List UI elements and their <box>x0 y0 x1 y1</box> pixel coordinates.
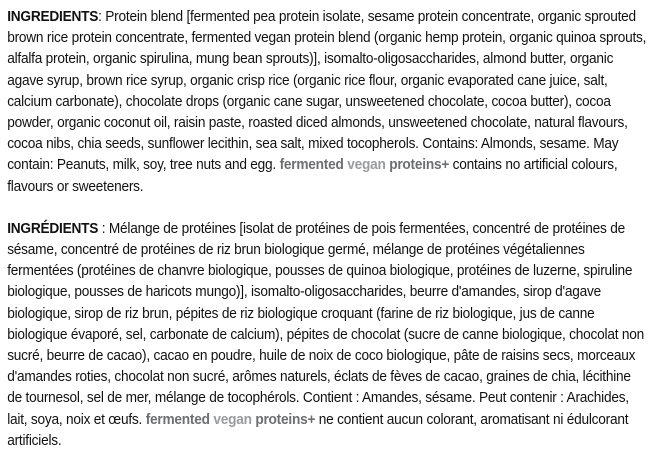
ingredients-claim-en: contains no artificial colours, flavours or sweeteners. <box>7 156 618 195</box>
brand-name-en <box>280 156 450 173</box>
brand-word-fermented-fr: fermented <box>145 410 210 428</box>
brand-word-fermented: fermented <box>279 156 344 174</box>
ingredients-heading-en: INGREDIENTS <box>7 8 99 25</box>
brand-word-proteins: proteins+ <box>389 156 450 174</box>
brand-word-proteins-fr: proteins+ <box>255 410 316 428</box>
ingredients-text-fr: : Mélange de protéines [isolat de protéines de pois fermentées, concentré de protéines de sésame, concentré de protéines de riz brun biologique germé, mélange de protéines végétaliennes fermentées (protéines de chanvre biologique, pousses de quinoa biologique, protéines de luzerne, spiruline biologique, pousses de haricots mungo)], isomalto-oligosaccharides, beurre d'amandes, sirop d'agave biologique, sirop de riz brun, pépites de riz biologique croquant (farine de riz biologique, jus de canne biologique évaporé, sel, carbonate de calcium), pépites de chocolat (sucre de canne biologique, chocolat non sucré, beurre de cacao), cacao en poudre, huile de noix de coco biologique, pâte de raisins secs, morceaux d'amandes roties, chocolat non sucré, arômes naturels, éclats de fèves de cacao, graines de chia, lécithine de tournesol, sel de mer, mélange de tocophérols. Contient : Amandes, sésame. Peut contenir : Arachides, lait, soya, noix et œufs. <box>7 219 644 428</box>
ingredients-heading-fr: INGRÉDIENTS <box>7 219 99 237</box>
brand-word-vegan: vegan <box>347 156 386 174</box>
ingredients-french <box>7 218 649 451</box>
brand-name-fr <box>146 411 316 428</box>
brand-word-vegan-fr: vegan <box>213 410 252 428</box>
ingredients-english <box>7 6 649 197</box>
ingredients-text-en: : Protein blend [fermented pea protein isolate, sesame protein concentrate, organic sprouted brown rice protein concentrate, fermented vegan protein blend (organic hemp protein, organic quinoa sprouts, alfalfa protein, organic spirulina, mung bean sprouts)], isomalto-oligosaccharides, almond butter, organic agave syrup, brown rice syrup, organic crisp rice (organic rice flour, organic evaporated cane juice, salt, calcium carbonate), chocolate drops (organic cane sugar, unsweetened chocolate, cocoa butter), cocoa powder, organic coconut oil, raisin paste, roasted diced almonds, unsweetened chocolate, natural flavours, cocoa nibs, chia seeds, sunflower lecithin, sea salt, mixed tocopherols. Contains: Almonds, sesame. May contain: Peanuts, milk, soy, tree nuts and egg. <box>7 8 647 174</box>
ingredients-claim-fr: ne contient aucun colorant, aromatisant ni édulcorant artificiels. <box>7 410 629 449</box>
